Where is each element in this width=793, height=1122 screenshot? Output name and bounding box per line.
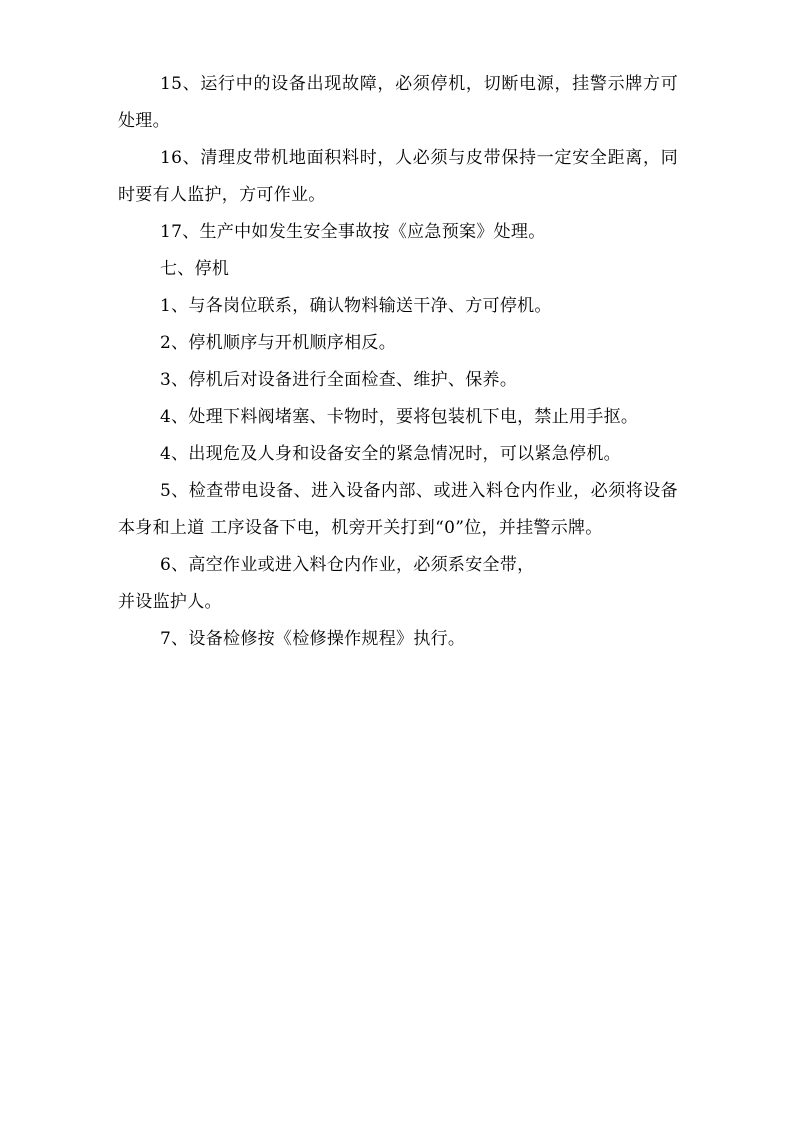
section-heading-shutdown: 七、停机 xyxy=(160,259,230,279)
paragraph-item-17: 17、生产中如发生安全事故按《应急预案》处理。 xyxy=(160,222,546,242)
paragraph-item-16: 16、清理皮带机地面积料时，人必须与皮带保持一定安全距离，同时要有人监护，方可作业。 xyxy=(118,148,678,205)
shutdown-step-5: 5、检查带电设备、进入设备内部、或进入料仓内作业，必须将设备本身和上道 工序设备下电，机旁开关打到“0”位，并挂警示牌。 xyxy=(118,481,678,538)
shutdown-step-4b: 4、出现危及人身和设备安全的紧急情况时，可以紧急停机。 xyxy=(160,444,621,464)
shutdown-step-7: 7、设备检修按《检修操作规程》执行。 xyxy=(160,629,466,649)
shutdown-step-4a: 4、处理下料阀堵塞、卡物时，要将包装机下电，禁止用手抠。 xyxy=(160,407,639,427)
document-page xyxy=(118,66,678,658)
paragraph-item-15: 15、运行中的设备出现故障，必须停机，切断电源，挂警示牌方可处理。 xyxy=(118,74,678,131)
shutdown-step-2: 2、停机顺序与开机顺序相反。 xyxy=(160,333,397,353)
shutdown-step-3: 3、停机后对设备进行全面检查、维护、保养。 xyxy=(160,370,518,390)
shutdown-step-6-line1: 6、高空作业或进入料仓内作业，必须系安全带， xyxy=(160,555,535,575)
shutdown-step-6-line2: 并设监护人。 xyxy=(118,592,222,612)
shutdown-step-1: 1、与各岗位联系，确认物料输送干净、方可停机。 xyxy=(160,296,552,316)
